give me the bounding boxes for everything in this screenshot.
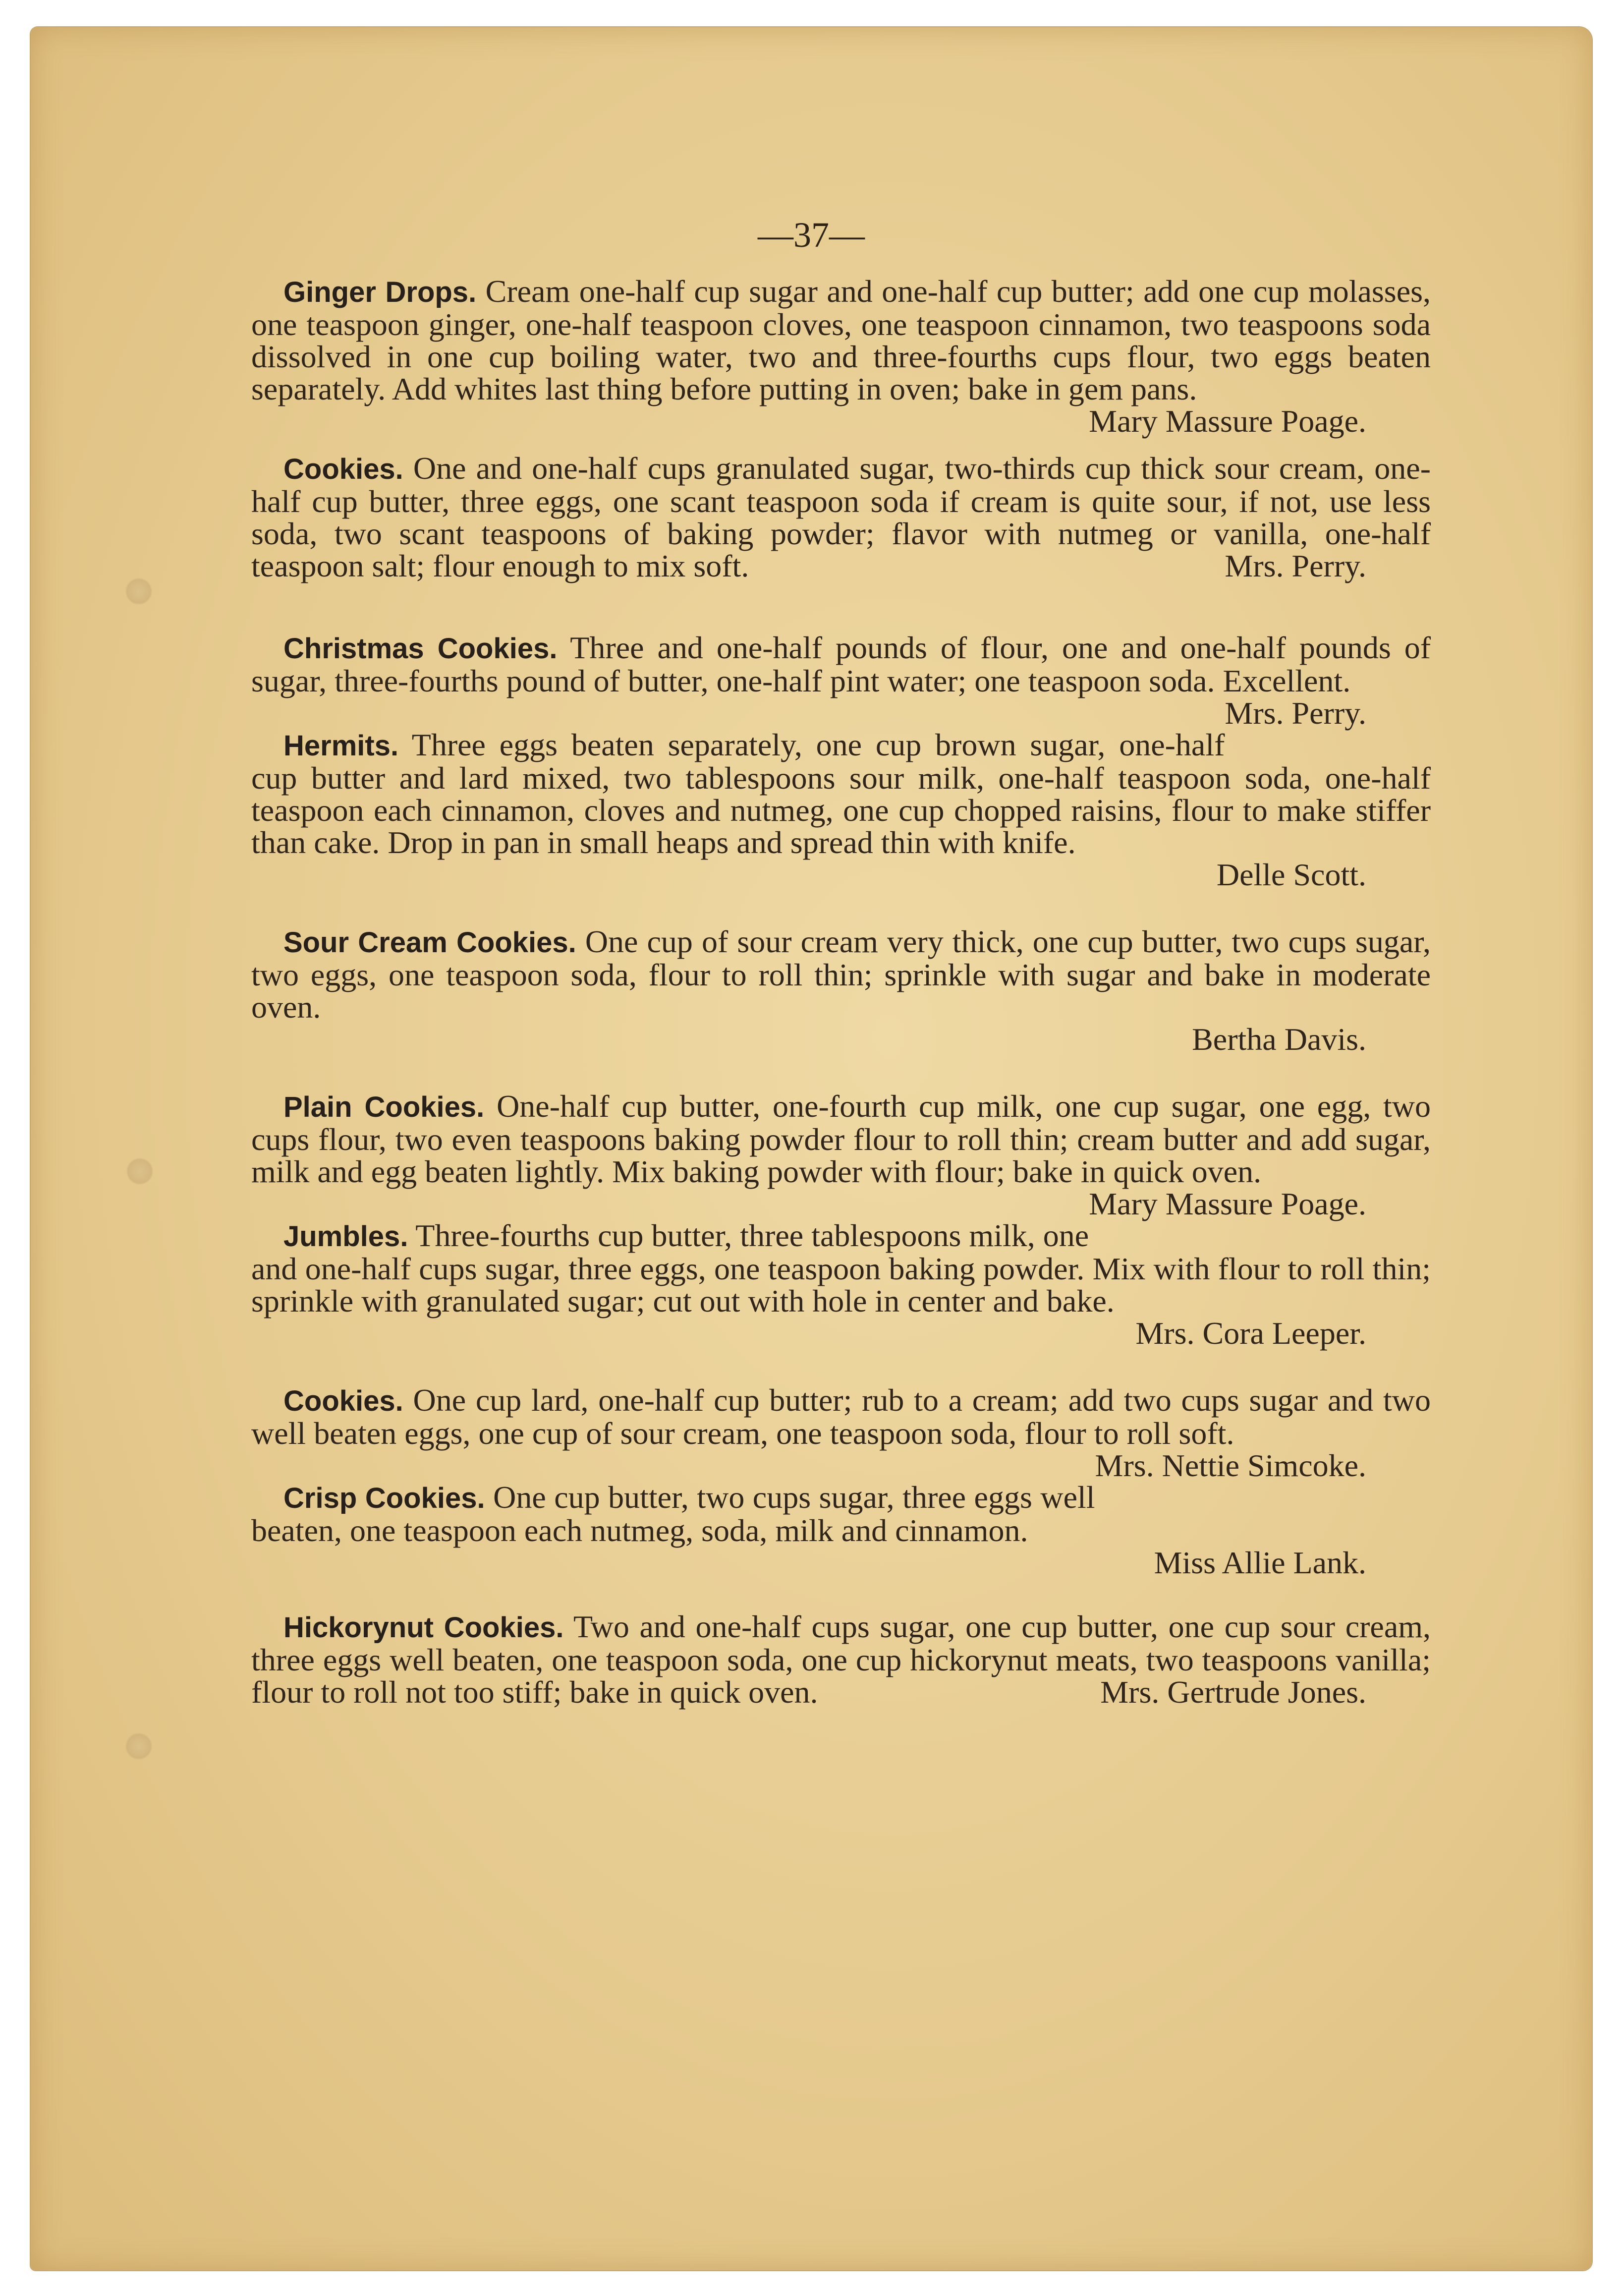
recipe-author: Mrs. Perry. (1225, 695, 1366, 731)
recipe-text: One cup lard, one-half cup butter; rub to a cream; add two cups sugar and two well beaten eggs, one cup of sour cream, one teaspoon soda, flour to roll soft. (251, 1382, 1431, 1451)
recipe-author: Delle Scott. (1216, 857, 1366, 892)
recipe-author: Mrs. Gertrude Jones. (1100, 1674, 1366, 1710)
recipe-title: Sour Cream Cookies. (283, 926, 576, 959)
recipe-cookies-lard (251, 1382, 1431, 1483)
recipe-list (251, 275, 1431, 1740)
recipe-christmas-cookies (251, 630, 1431, 731)
recipe-author: Miss Allie Lank. (1154, 1545, 1366, 1580)
binding-hole (125, 577, 153, 605)
recipe-crisp-cookies (251, 1481, 1431, 1579)
recipe-title: Ginger Drops. (283, 276, 477, 308)
recipe-text: One cup butter, two cups sugar, three eggs well beaten, one teaspoon each nutmeg, soda, milk and cinnamon. (251, 1480, 1095, 1548)
recipe-sour-cream-cookies (251, 925, 1431, 1055)
recipe-text: Three eggs beaten separately, one cup brown sugar, one-half cup butter and lard mixed, two tablespoons sour milk, one-half teaspoon soda, one-half teaspoon each cinnamon, cloves and nutmeg, one cup chopped raisins, flour to make stiffer than cake. Drop in pan in small heaps and spread thin with knife. (251, 727, 1431, 860)
recipe-ginger-drops (251, 274, 1431, 439)
recipe-text: One-half cup butter, one-fourth cup milk, one cup sugar, one egg, two cups flour, two even teaspoons baking powder flour to roll thin; cream butter and add sugar, milk and egg beaten lightly. Mix baking powder with flour; bake in quick oven. (251, 1089, 1431, 1189)
recipe-title: Christmas Cookies. (283, 632, 558, 665)
recipe-hermits (251, 729, 1431, 891)
recipe-hickorynut-cookies (251, 1610, 1431, 1708)
recipe-author: Bertha Davis. (1192, 1022, 1366, 1057)
recipe-author: Mary Massure Poage. (1089, 1186, 1366, 1221)
recipe-title: Crisp Cookies. (283, 1482, 485, 1514)
recipe-text: One and one-half cups granulated sugar, two-thirds cup thick sour cream, one-half cup butter, three eggs, one scant teaspoon soda if cream is quite sour, if not, use less soda, two scant teaspoons of baking powder; flavor with nutmeg or vanilla, one-half teaspoon salt; flour enough to mix soft. (251, 451, 1431, 583)
recipe-text: One cup of sour cream very thick, one cup butter, two cups sugar, two eggs, one teaspoon soda, flour to roll thin; sprinkle with sugar and bake in moderate oven. (251, 924, 1431, 1025)
recipe-title: Hickorynut Cookies. (283, 1611, 564, 1644)
recipe-title: Cookies. (283, 1385, 403, 1417)
page-sheet (31, 27, 1592, 2270)
recipe-jumbles (251, 1219, 1431, 1349)
recipe-text: Cream one-half cup sugar and one-half cup butter; add one cup molasses, one teaspoon ginger, one-half teaspoon cloves, one teaspoon cinnamon, two teaspoons soda dissolved in one cup boiling water, two and three-fourths cups flour, two eggs beaten separately. Add whites last thing before putting in oven; bake in gem pans. (251, 274, 1431, 406)
recipe-text: Three and one-half pounds of flour, one and one-half pounds of sugar, three-fourths pound of butter, one-half pint water; one teaspoon soda. Excellent. (251, 630, 1431, 698)
recipe-cookies (251, 452, 1431, 582)
recipe-title: Jumbles. (283, 1220, 408, 1253)
page-number: —37— (758, 215, 865, 255)
binding-hole (126, 1157, 154, 1185)
recipe-author: Mrs. Cora Leeper. (1135, 1316, 1366, 1351)
recipe-text: Three-fourths cup butter, three tablespoons milk, one and one-half cups sugar, three eggs, one teaspoon baking powder. Mix with flour to roll thin; sprinkle with granulated sugar; cut out with hole in center and bake. (251, 1218, 1431, 1319)
recipe-author: Mrs. Nettie Simcoke. (1095, 1448, 1366, 1483)
binding-hole (125, 1732, 153, 1760)
recipe-title: Cookies. (283, 453, 403, 485)
recipe-text: Two and one-half cups sugar, one cup butter, one cup sour cream, three eggs well beaten, one teaspoon soda, one cup hickorynut meats, two teaspoons vanilla; flour to roll not too stiff; bake in quick oven. (251, 1609, 1431, 1710)
recipe-title: Plain Cookies. (283, 1091, 485, 1123)
recipe-author: Mrs. Perry. (1225, 548, 1366, 583)
recipe-plain-cookies (251, 1089, 1431, 1221)
recipe-author: Mary Massure Poage. (1089, 403, 1366, 439)
recipe-title: Hermits. (283, 730, 399, 762)
